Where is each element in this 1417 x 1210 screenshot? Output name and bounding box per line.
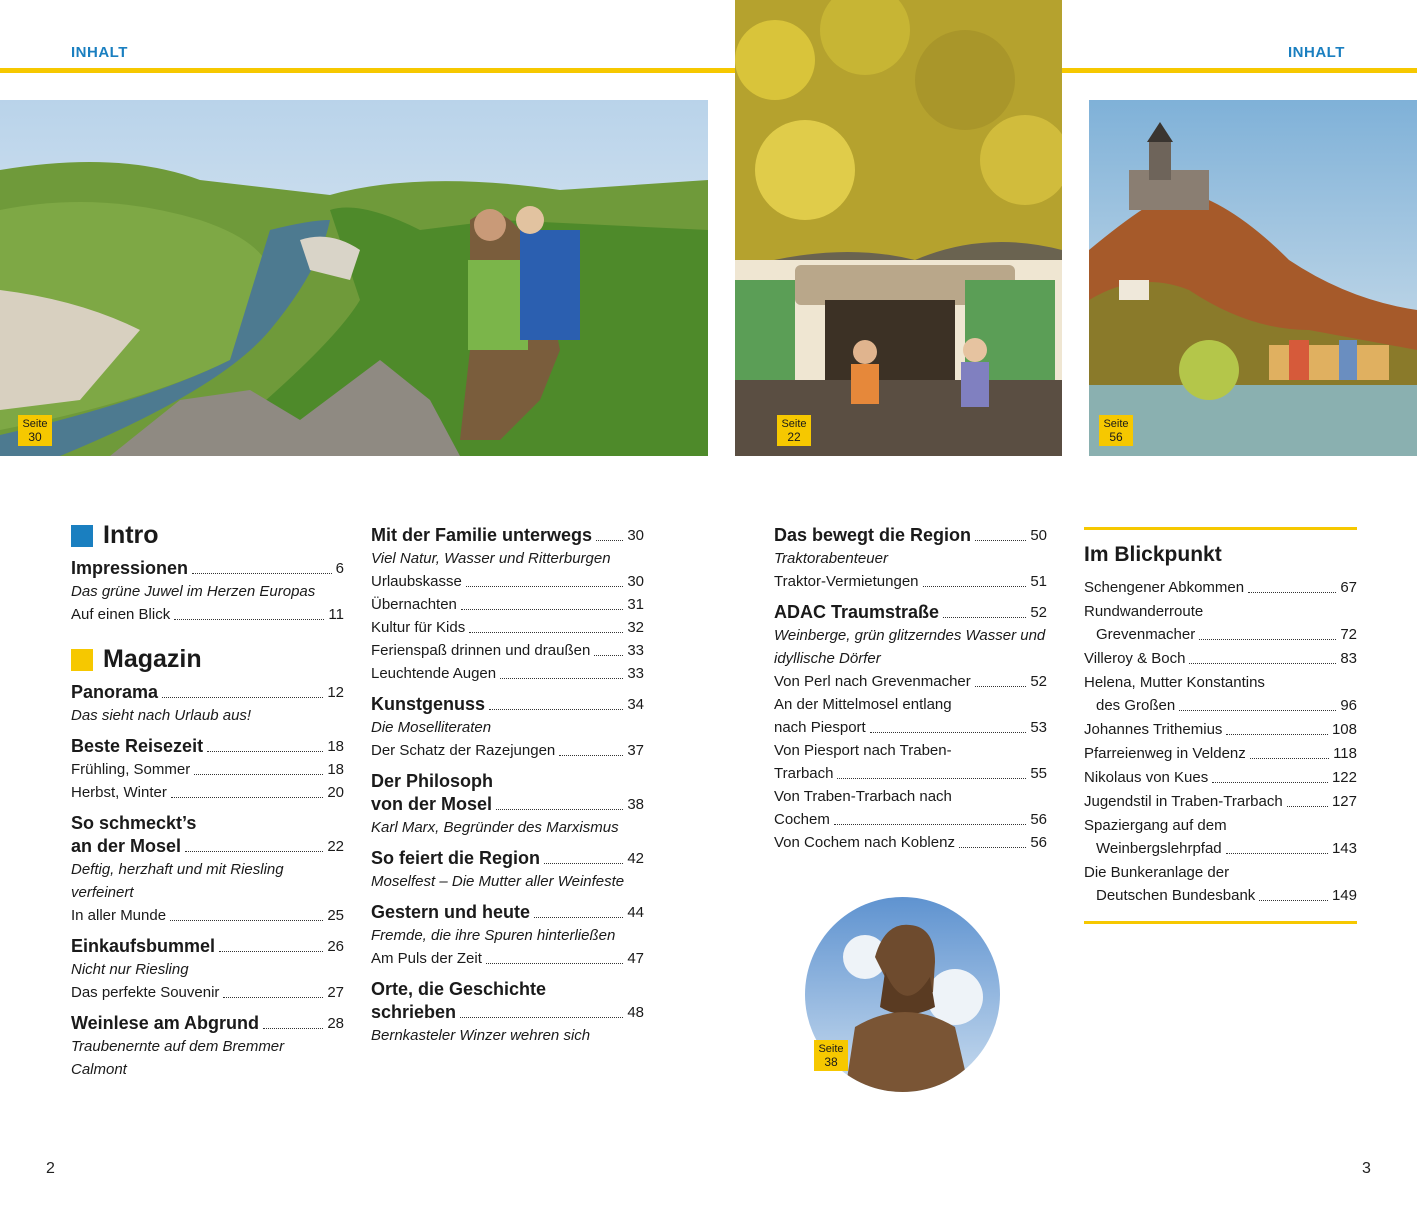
toc-entry[interactable]: Die Bunkeranlage der Deutschen Bundesbank 149 <box>1084 864 1357 904</box>
toc-entry[interactable]: Panorama 12 Das sieht nach Urlaub aus! <box>71 682 344 724</box>
toc-entry[interactable]: Helena, Mutter Konstantins des Großen 96 <box>1084 674 1357 714</box>
toc-entry[interactable]: ADAC Traumstraße 52 Weinberge, grün glitzerndes Wasser und idyllische Dörfer Von Perl nach Grevenmacher 52 An der Mittelmosel entlang nach Piesport 53 Von Piesport nach Traben- Trarbach 55 Von Traben-Trarbach nach Cochem 56 Von Cochem nach Koblenz 56 <box>774 602 1047 851</box>
toc-entry[interactable]: Orte, die Geschichte schrieben 48 Bernkasteler Winzer wehren sich <box>371 979 644 1044</box>
toc-entry[interactable]: Das bewegt die Region 50 Traktorabenteuer Traktor-Vermietungen 51 <box>774 525 1047 590</box>
photo-cochem-castle <box>1089 100 1417 456</box>
header-rule-left <box>0 68 735 73</box>
toc-entry[interactable]: Impressionen 6 Das grüne Juwel im Herzen Europas Auf einen Blick 11 <box>71 558 344 623</box>
section-intro: Intro <box>71 524 344 547</box>
toc-entry[interactable]: Kunstgenuss 34 Die Moselliteraten Der Schatz der Razejungen 37 <box>371 694 644 759</box>
page-number-left: 2 <box>46 1160 55 1177</box>
toc-entry[interactable]: Weinlese am Abgrund 28 Traubenernte auf dem Bremmer Calmont <box>71 1013 344 1078</box>
blickpunkt-rule-top <box>1084 527 1357 530</box>
toc-column-1 <box>71 521 344 1089</box>
photo-bistro-terrace <box>735 0 1062 456</box>
toc-entry[interactable]: Pfarreienweg in Veldenz 118 <box>1084 745 1357 762</box>
toc-column-3 <box>774 524 1047 862</box>
toc-entry[interactable]: So schmeckt’s an der Mosel 22 Deftig, herzhaft und mit Riesling verfeinert In aller Munde 25 <box>71 813 344 924</box>
toc-entry[interactable]: So feiert die Region 42 Moselfest – Die Mutter aller Weinfeste <box>371 848 644 890</box>
section-marker-icon <box>71 525 93 547</box>
header-inhalt-left: INHALT <box>71 44 128 61</box>
toc-entry[interactable]: Der Philosoph von der Mosel 38 Karl Marx, Begründer des Marxismus <box>371 771 644 836</box>
toc-entry[interactable]: Rundwanderroute Grevenmacher 72 <box>1084 603 1357 643</box>
toc-entry[interactable]: Gestern und heute 44 Fremde, die ihre Spuren hinterließen Am Puls der Zeit 47 <box>371 902 644 967</box>
page-number-right: 3 <box>1362 1160 1371 1177</box>
toc-entry[interactable]: Mit der Familie unterwegs 30 Viel Natur, Wasser und Ritterburgen Urlaubskasse 30 Übernachten 31 Kultur für Kids 32 Ferienspaß drinnen und draußen 33 Leuchtende Augen 33 <box>371 525 644 682</box>
header-inhalt-right: INHALT <box>1288 44 1345 61</box>
section-marker-icon <box>71 649 93 671</box>
toc-entry[interactable]: Johannes Trithemius 108 <box>1084 721 1357 738</box>
header-rule-right <box>1062 68 1417 73</box>
page-badge: Seite 22 <box>777 415 811 446</box>
toc-entry[interactable]: Einkaufsbummel 26 Nicht nur Riesling Das perfekte Souvenir 27 <box>71 936 344 1001</box>
page-badge: Seite 56 <box>1099 415 1133 446</box>
blickpunkt-rule-bottom <box>1084 921 1357 924</box>
toc-entry[interactable]: Schengener Abkommen 67 <box>1084 579 1357 596</box>
section-im-blickpunkt: Im Blickpunkt <box>1084 543 1222 566</box>
toc-column-2 <box>371 524 644 1055</box>
toc-column-4 <box>1084 543 1357 908</box>
photo-mosel-valley-hiker <box>0 100 708 456</box>
page-badge: Seite 30 <box>18 415 52 446</box>
page-badge: Seite 38 <box>814 1040 848 1071</box>
toc-entry[interactable]: Villeroy & Boch 83 <box>1084 650 1357 667</box>
toc-entry[interactable]: Jugendstil in Traben-Trarbach 127 <box>1084 793 1357 810</box>
toc-entry[interactable]: Nikolaus von Kues 122 <box>1084 769 1357 786</box>
section-magazin: Magazin <box>71 648 344 671</box>
toc-entry[interactable]: Spaziergang auf dem Weinbergslehrpfad 143 <box>1084 817 1357 857</box>
toc-entry[interactable]: Beste Reisezeit 18 Frühling, Sommer 18 Herbst, Winter 20 <box>71 736 344 801</box>
